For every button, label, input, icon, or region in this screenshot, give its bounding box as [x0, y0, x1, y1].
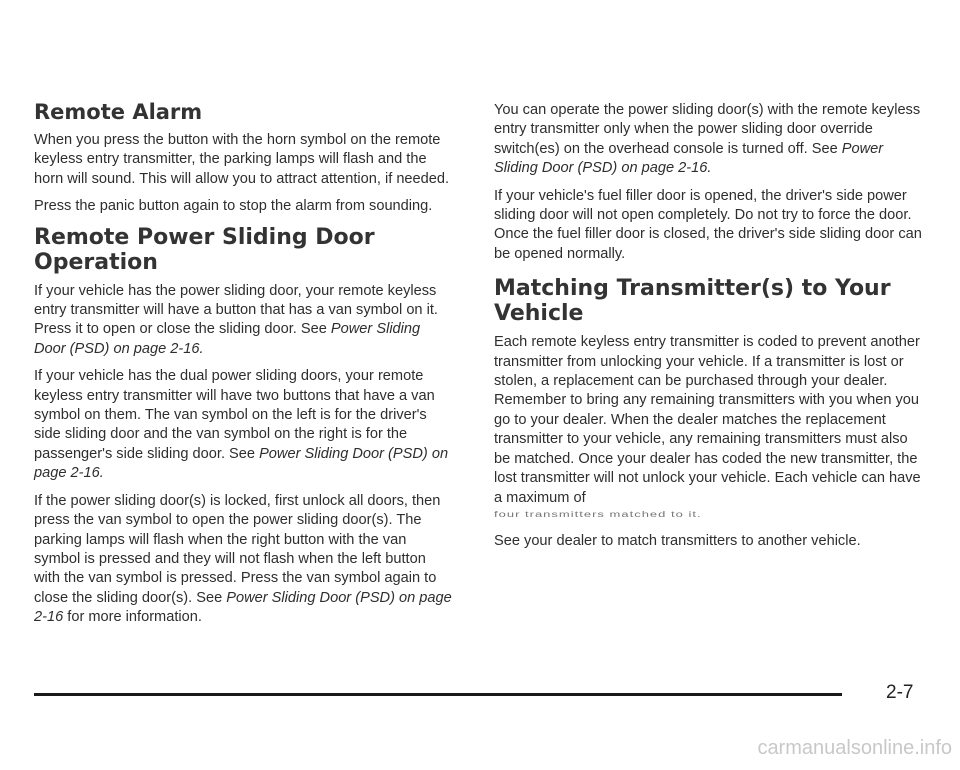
garbled-text-line: four transmitters matched to it.: [494, 509, 702, 518]
cross-reference: Power Sliding Door (PSD) on page 2-16.: [494, 140, 884, 177]
right-column: [494, 101, 924, 559]
watermark: carmanualsonline.info: [757, 737, 952, 759]
paragraph-text: If your vehicle has the power sliding door, your remote keyless entry transmitter will have a button that has a van symbol on it. Press it to open or close the sliding door. See: [34, 282, 438, 338]
heading-matching-transmitters: Matching Transmitter(s) to Your Vehicle: [494, 276, 891, 327]
paragraph: [34, 367, 454, 483]
heading-remote-alarm: Remote Alarm: [34, 100, 203, 124]
left-column: [34, 100, 454, 636]
paragraph: Press the panic button again to stop the alarm from sounding.: [34, 198, 433, 215]
cross-reference: Power Sliding Door (PSD) on page 2-16: [34, 589, 452, 626]
paragraph-text: Each remote keyless entry transmitter is coded to prevent another transmitter from unlocking your vehicle. If a transmitter is lost or stolen, a replacement can be purchased through your dealer. Remember to bring any remaining transmitters with you when you go to your dealer. When the dealer matches the replacement transmitter to your vehicle, any remaining transmitters must also be matched. Once your dealer has coded the new transmitter, the lost transmitter will not unlock your vehicle. Each vehicle can have a maximum of: [494, 334, 921, 506]
cross-reference: Power Sliding Door (PSD) on page 2-16.: [34, 445, 449, 482]
paragraph-text: for more information.: [63, 609, 202, 626]
paragraph: When you press the button with the horn symbol on the remote keyless entry transmitter, the parking lamps will flash and the horn will sound. This will allow you to attract attention, if needed.: [34, 132, 450, 187]
footer-rule: [34, 693, 842, 696]
heading-remote-power-sliding-door: Remote Power Sliding Door Operation: [34, 224, 375, 275]
paragraph-text: You can operate the power sliding door(s) with the remote keyless entry transmitter only when the power sliding door override switch(es) on the overhead console is turned off. See: [494, 102, 921, 157]
paragraph: If your vehicle's fuel filler door is opened, the driver's side power sliding door will not open completely. Do not try to force the door. Once the fuel filler door is closed, the driver's side sliding door can be opened normally.: [494, 187, 922, 262]
page-number: 2-7: [886, 682, 914, 703]
paragraph: [494, 101, 924, 179]
paragraph-text: If the power sliding door(s) is locked, first unlock all doors, then press the van symbol to open the power sliding door(s). The parking lamps will flash when the right button with the van symbol is pressed and they will not flash when the left button with the van symbol is pressed. Press the van symbol again to close the sliding door(s). See: [34, 492, 441, 606]
paragraph: [34, 282, 454, 360]
cross-reference: Power Sliding Door (PSD) on page 2-16.: [34, 321, 421, 357]
paragraph: See your dealer to match transmitters to another vehicle.: [494, 532, 861, 549]
paragraph: [34, 492, 454, 628]
paragraph: [494, 333, 924, 508]
paragraph-text: If your vehicle has the dual power sliding doors, your remote keyless entry transmitter will have two buttons that have a van symbol on them. The van symbol on the left is for the driver's side sliding door and the van symbol on the right is for the passenger's side sliding door. See: [34, 368, 435, 462]
